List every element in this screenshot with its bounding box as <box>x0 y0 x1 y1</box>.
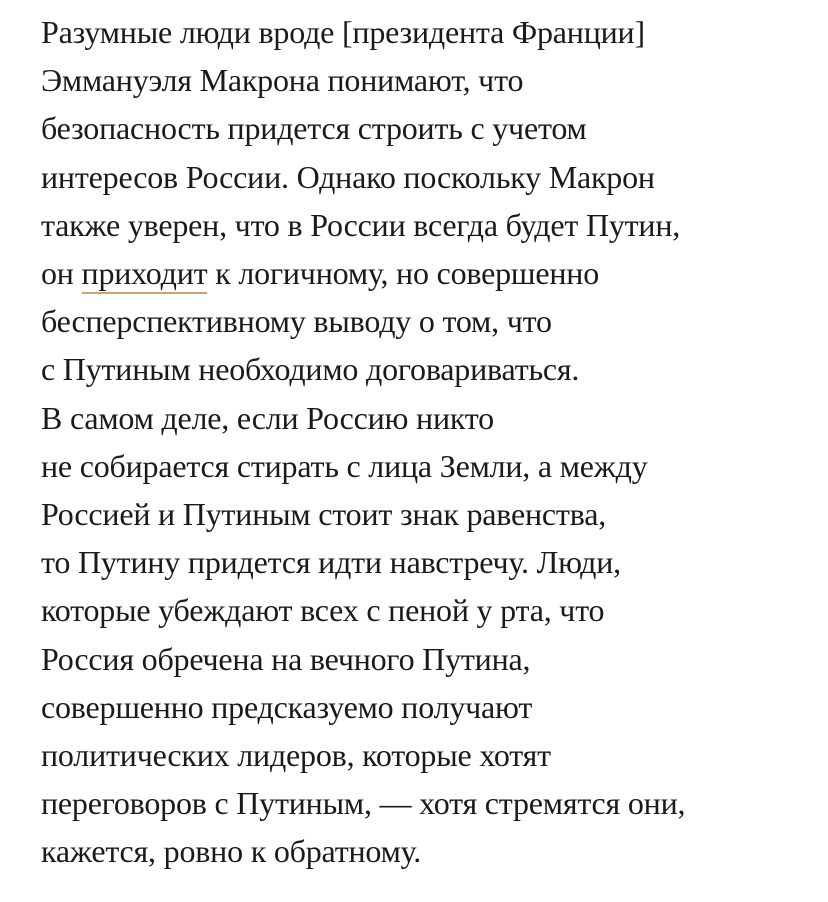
text-line: В самом деле, если Россию никто <box>41 399 494 436</box>
text-line-with-link <box>41 249 821 297</box>
inline-link[interactable]: приходит <box>82 255 208 294</box>
text-line: Россия обречена на вечного Путина, <box>41 640 531 677</box>
text-line: безопасность придется строить с учетом <box>41 110 587 147</box>
text-line: с Путиным необходимо договариваться. <box>41 351 580 388</box>
text-line: также уверен, что в России всегда будет Путин, <box>41 206 681 243</box>
text-line: совершенно предсказуемо получают <box>41 688 533 725</box>
text-line: переговоров с Путиным, — хотя стремятся они, <box>41 785 686 822</box>
text-line: интересов России. Однако поскольку Макрон <box>41 158 655 195</box>
text-line: то Путину придется идти навстречу. Люди, <box>41 544 621 581</box>
text-line: политических лидеров, которые хотят <box>41 737 551 774</box>
text-fragment: он <box>41 255 82 292</box>
text-line: кажется, ровно к обратному. <box>41 833 422 870</box>
text-line: Разумные люди вроде [президента Франции] <box>41 14 645 50</box>
article-paragraph <box>41 8 821 876</box>
text-line: не собирается стирать с лица Земли, а между <box>41 447 648 484</box>
text-line: Россией и Путиным стоит знак равенства, <box>41 496 606 533</box>
text-line: Эммануэля Макрона понимают, что <box>41 62 524 99</box>
text-line: которые убеждают всех с пеной у рта, что <box>41 592 605 629</box>
text-fragment: к логичному, но совершенно <box>207 255 600 292</box>
text-line: бесперспективному выводу о том, что <box>41 303 552 340</box>
